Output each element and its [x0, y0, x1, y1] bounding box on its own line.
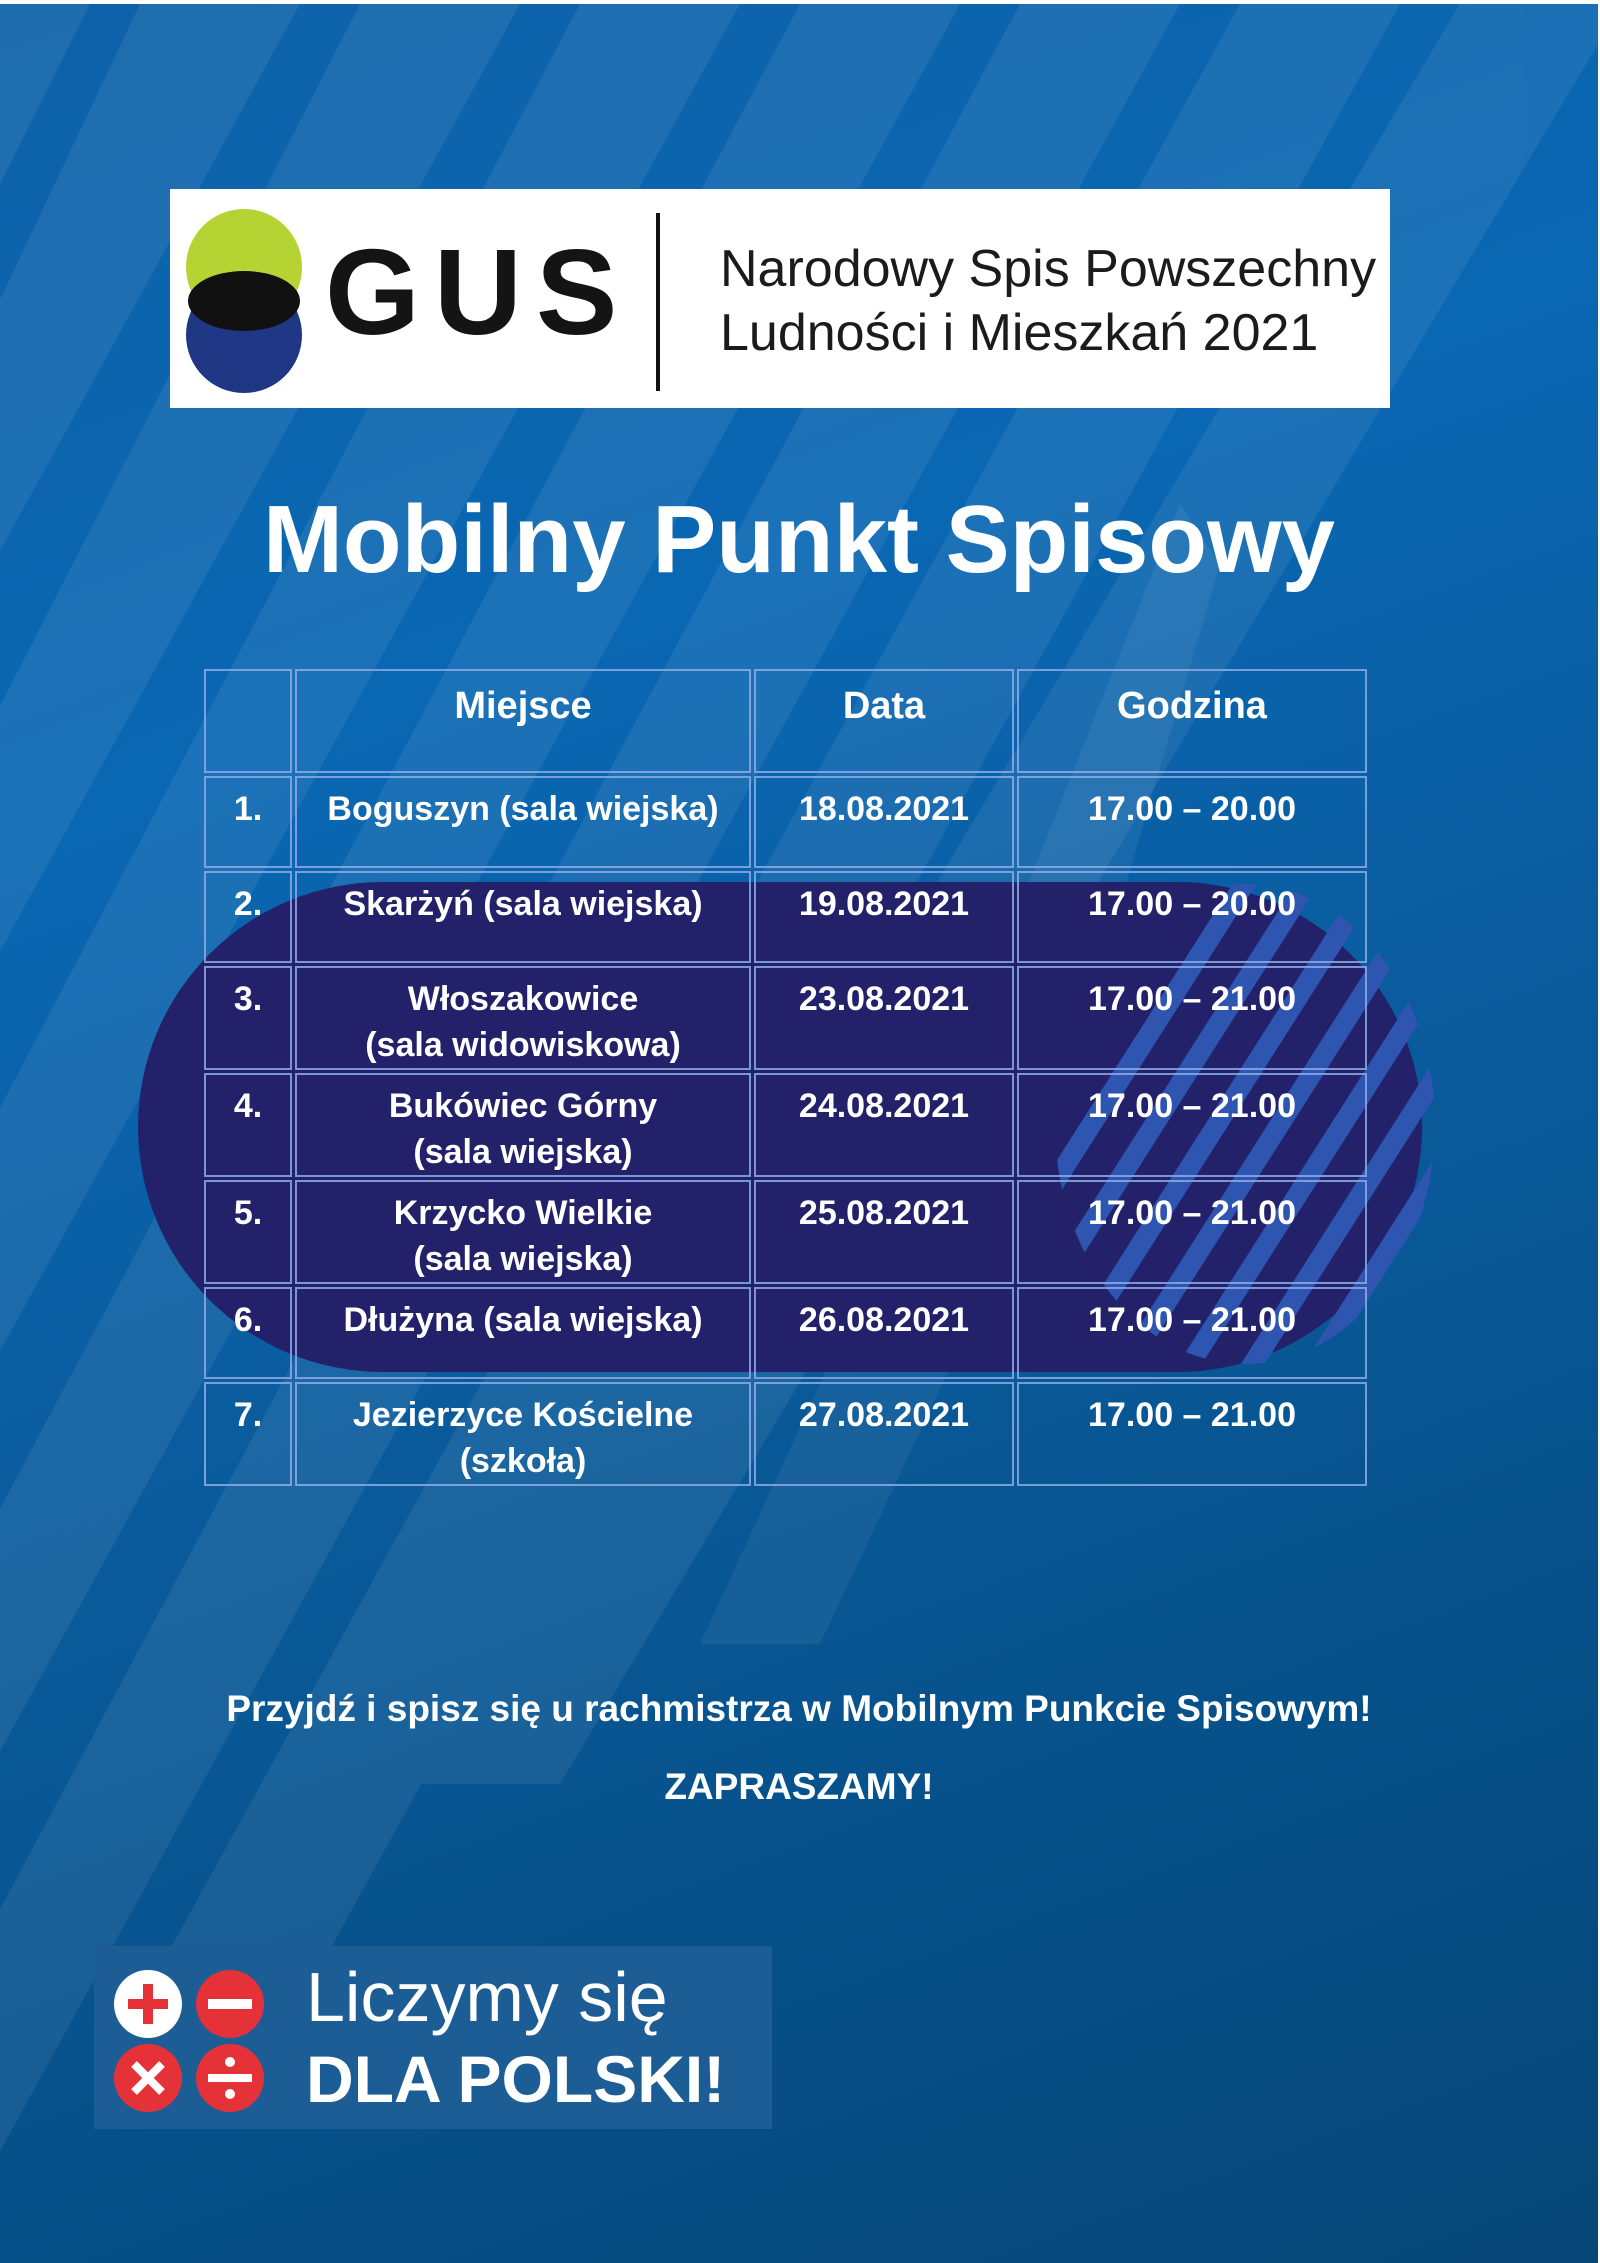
row-place-line: Krzycko Wielkie [393, 1194, 653, 1232]
column-header-date: Data [754, 669, 1014, 773]
row-number: 5. [204, 1180, 292, 1284]
row-hours: 17.00 – 21.00 [1017, 1180, 1367, 1284]
row-date: 18.08.2021 [754, 776, 1014, 868]
table-row [204, 1073, 1367, 1177]
poster [0, 4, 1598, 2263]
row-date: 24.08.2021 [754, 1073, 1014, 1177]
gus-logo-icon [182, 207, 312, 397]
page-title: Mobilny Punkt Spisowy [262, 486, 1336, 593]
row-place-line: (sala wiejska) [413, 1240, 633, 1278]
row-place-line: Skarżyń (sala wiejska) [343, 885, 703, 923]
row-date: 25.08.2021 [754, 1180, 1014, 1284]
row-date: 27.08.2021 [754, 1382, 1014, 1486]
row-number: 7. [204, 1382, 292, 1486]
table-row [204, 1180, 1367, 1284]
row-place-line: Boguszyn (sala wiejska) [327, 790, 719, 828]
plus-icon [114, 1970, 182, 2038]
column-header-hours: Godzina [1017, 669, 1367, 773]
row-place-line: Dłużyna (sala wiejska) [343, 1301, 703, 1339]
row-number: 1. [204, 776, 292, 868]
row-place [295, 1180, 751, 1284]
row-place [295, 966, 751, 1070]
table-row [204, 966, 1367, 1070]
census-title-line1: Narodowy Spis Powszechny [720, 240, 1377, 298]
row-place [295, 1073, 751, 1177]
column-header-number [204, 669, 292, 773]
row-number: 3. [204, 966, 292, 1070]
row-place [295, 871, 751, 963]
row-place [295, 1287, 751, 1379]
slogan-line2: DLA POLSKI! [306, 2042, 726, 2116]
row-place [295, 776, 751, 868]
row-date: 19.08.2021 [754, 871, 1014, 963]
row-number: 4. [204, 1073, 292, 1177]
slogan-line1: Liczymy się [306, 1958, 668, 2036]
row-place-line: Bukówiec Górny [388, 1087, 658, 1125]
row-date: 23.08.2021 [754, 966, 1014, 1070]
row-date: 26.08.2021 [754, 1287, 1014, 1379]
row-hours: 17.00 – 21.00 [1017, 1287, 1367, 1379]
row-place-line: Jezierzyce Kościelne [352, 1396, 694, 1434]
table-header-row [204, 669, 1367, 773]
row-place-line: (sala widowiskowa) [365, 1026, 681, 1064]
multiply-icon [114, 2044, 182, 2112]
row-number: 6. [204, 1287, 292, 1379]
census-header [170, 189, 1390, 408]
row-hours: 17.00 – 21.00 [1017, 966, 1367, 1070]
row-hours: 17.00 – 21.00 [1017, 1382, 1367, 1486]
gus-logo-text: GUS [325, 224, 632, 360]
minus-icon [196, 1970, 264, 2038]
header-divider [656, 213, 660, 391]
row-hours: 17.00 – 21.00 [1017, 1073, 1367, 1177]
math-symbols-icon [110, 1966, 270, 2116]
row-hours: 17.00 – 20.00 [1017, 871, 1367, 963]
schedule-table [201, 666, 1370, 1489]
table-row [204, 1287, 1367, 1379]
row-place-line: (szkoła) [459, 1442, 587, 1480]
row-place-line: Włoszakowice [407, 980, 639, 1018]
census-title-line2: Ludności i Mieszkań 2021 [720, 304, 1319, 362]
column-header-place: Miejsce [295, 669, 751, 773]
slogan-badge [94, 1946, 772, 2129]
census-title [720, 237, 1376, 365]
row-place [295, 1382, 751, 1486]
row-hours: 17.00 – 20.00 [1017, 776, 1367, 868]
call-to-action: Przyjdź i spisz się u rachmistrza w Mobilnym Punkcie Spisowym! [226, 1688, 1372, 1729]
divide-icon [196, 2044, 264, 2112]
row-number: 2. [204, 871, 292, 963]
table-row [204, 776, 1367, 868]
table-row [204, 871, 1367, 963]
invitation-text: ZAPRASZAMY! [664, 1766, 934, 1807]
row-place-line: (sala wiejska) [413, 1133, 633, 1171]
table-row [204, 1382, 1367, 1486]
